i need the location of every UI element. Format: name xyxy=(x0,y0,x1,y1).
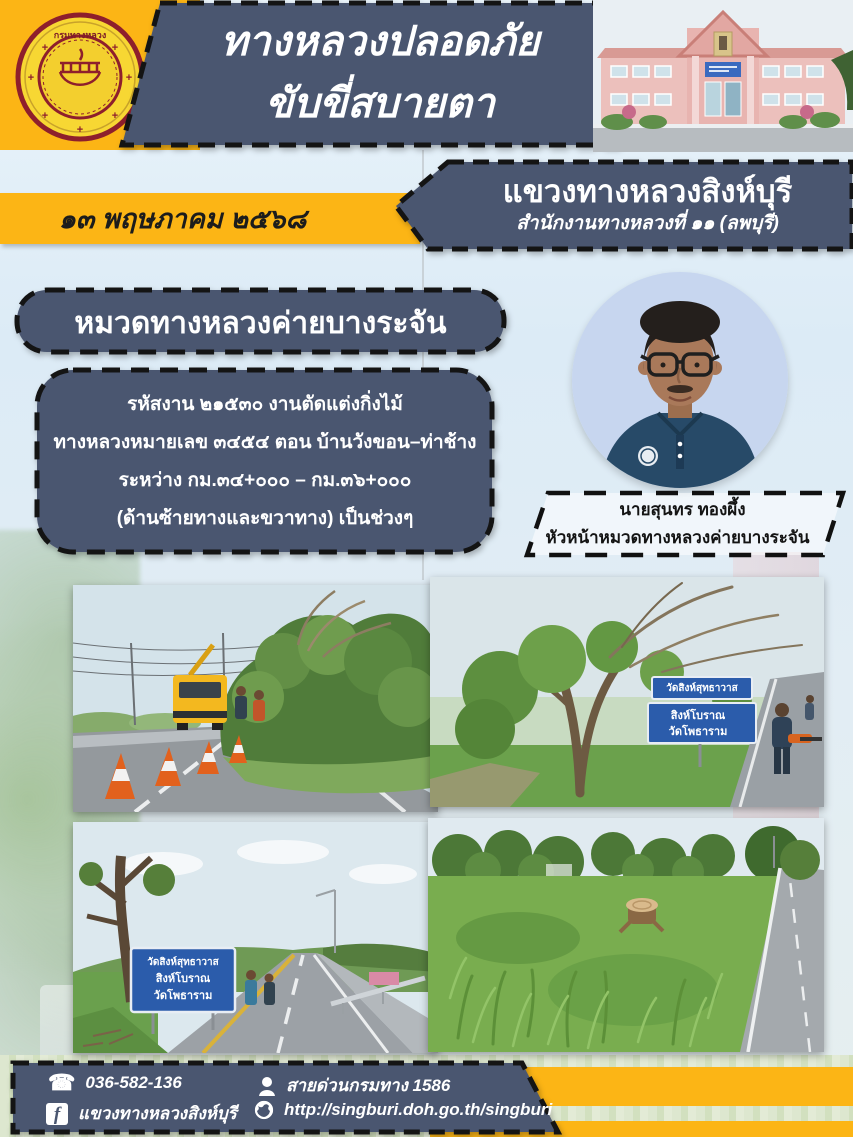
facebook-icon: f xyxy=(46,1103,68,1125)
facebook-name: แขวงทางหลวงสิงห์บุรี xyxy=(78,1104,237,1123)
globe-icon xyxy=(254,1100,274,1120)
website-url: http://singburi.doh.go.th/singburi xyxy=(284,1100,553,1119)
officer-portrait xyxy=(572,272,788,488)
svg-text:+: + xyxy=(125,72,133,84)
date-text: ๑๓ พฤษภาคม ๒๕๖๘ xyxy=(58,204,307,234)
date-banner xyxy=(0,193,420,244)
photo-tree-sign-worker xyxy=(430,577,824,807)
work-line1: รหัสงาน ๒๑๕๓๐ งานตัดแต่งกิ่งไม้ xyxy=(127,394,403,415)
sign-text-1: วัดสิงห์สุทธาวาส xyxy=(147,957,219,968)
footer-hotline xyxy=(258,1072,450,1099)
slogan-line2: ขับขี่สบายตา xyxy=(265,80,495,126)
officer-title: หัวหน้าหมวดทางหลวงค่ายบางระจัน xyxy=(545,528,810,547)
slogan-line1: ทางหลวงปลอดภัย xyxy=(220,18,540,64)
photo-grass-stump-road xyxy=(428,818,824,1052)
svg-text:+: + xyxy=(41,42,49,54)
sign-text-2: สิงห์โบราณ xyxy=(155,973,211,985)
sign-text-3: วัดโพธาราม xyxy=(668,726,728,738)
svg-text:+: + xyxy=(27,72,35,84)
svg-text:+: + xyxy=(111,110,119,122)
phone-icon: ☎ xyxy=(48,1070,76,1095)
svg-text:+: + xyxy=(111,42,119,54)
work-line4: (ด้านซ้ายทางและขวาทาง) เป็นช่วงๆ xyxy=(116,508,414,529)
work-description xyxy=(40,386,490,538)
svg-text:+: + xyxy=(76,124,84,136)
phone-number: 036-582-136 xyxy=(85,1073,182,1092)
sign-text-3: วัดโพธาราม xyxy=(153,990,213,1002)
seal-text: กรมทางหลวง xyxy=(53,30,107,40)
photo-road-sign-workers xyxy=(73,822,438,1053)
section-title: หมวดทางหลวงค่ายบางระจัน xyxy=(74,307,447,340)
office-building-photo xyxy=(593,0,853,152)
officer-name: นายสุนทร ทองผึ้ง xyxy=(619,500,746,519)
photo-road-cones-truck xyxy=(73,585,438,812)
work-line2: ทางหลวงหมายเลข ๓๔๕๔ ตอน บ้านวังขอน–ท่าช้าง xyxy=(53,432,477,453)
hotline-text: สายด่วนกรมทาง 1586 xyxy=(286,1076,451,1095)
sign-text-2: สิงห์โบราณ xyxy=(670,710,726,722)
work-line3: ระหว่าง กม.๓๔+๐๐๐ – กม.๓๖+๐๐๐ xyxy=(118,470,412,491)
footer-website xyxy=(254,1100,552,1120)
district-name: แขวงทางหลวงสิงห์บุรี xyxy=(502,174,793,209)
hotline-person-icon xyxy=(258,1076,276,1096)
svg-text:+: + xyxy=(41,110,49,122)
footer-facebook xyxy=(46,1100,237,1127)
footer-phone xyxy=(48,1072,182,1094)
slogan-text xyxy=(165,10,595,134)
sign-text-1: วัดสิงห์สุทธาวาส xyxy=(666,683,738,694)
district-office: สำนักงานทางหลวงที่ ๑๑ (ลพบุรี) xyxy=(516,213,779,234)
